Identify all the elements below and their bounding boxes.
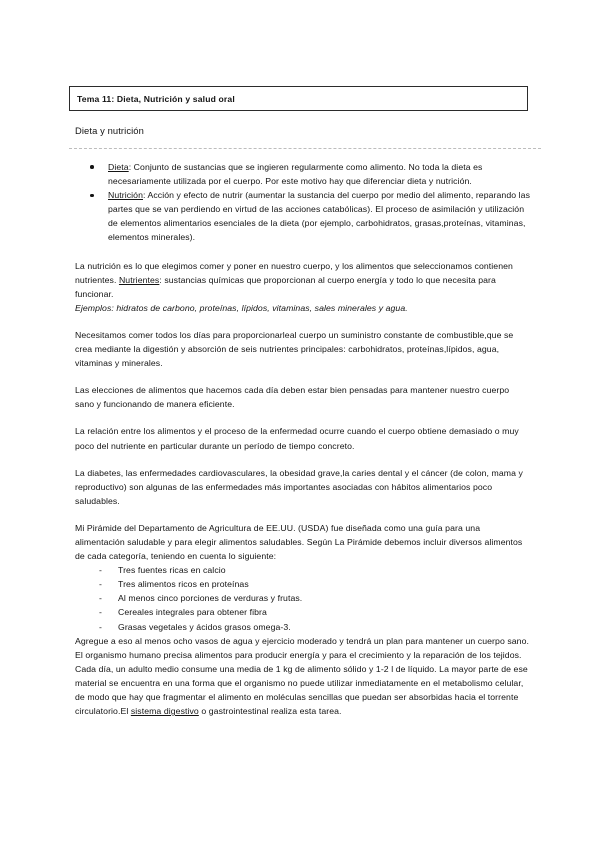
document-title-box — [69, 86, 528, 111]
paragraph-diabetes: La diabetes, las enfermedades cardiovasculares, la obesidad grave,la caries dental y el cáncer (de colon, mama y reproductivo) son algunas de las enfermedades más importantes asociadas con hábitos alimentarios poco saludables. — [75, 467, 523, 506]
spacer — [75, 370, 530, 383]
section-heading: Dieta y nutrición — [75, 125, 144, 136]
spacer — [75, 315, 530, 328]
list-item — [75, 188, 530, 244]
document-body — [75, 160, 530, 718]
spacer — [75, 508, 530, 521]
paragraph-ejemplos: Ejemplos: hidratos de carbono, proteínas, lípidos, vitaminas, sales minerales y agua. — [75, 302, 408, 313]
definition-term-nutricion: Nutrición — [108, 190, 143, 201]
paragraph-nutrientes — [75, 259, 530, 301]
definition-text-nutricion: : Acción y efecto de nutrir (aumentar la sustancia del cuerpo por medio del alimento, reparando las partes que se van perdiendo en virtud de las acciones catabólicas). El proceso de asimilación y utilización de elementos alimentarios esenciales de la dieta (por ejemplo, carbohidratos, grasas,proteínas, vitaminas, elementos minerales). — [108, 190, 530, 243]
paragraph-relacion: La relación entre los alimentos y el proceso de la enfermedad ocurre cuando el cuerpo obtiene demasiado o muy poco del nutriente en particular durante un período de tiempo concreto. — [75, 426, 519, 451]
paragraph-nutrientes-post: : sustancias químicas que proporcionan al cuerpo energía y todo lo que necesita para funcionar. — [75, 274, 496, 299]
definition-term-dieta: Dieta — [108, 162, 129, 172]
list-item: - Tres fuentes ricas en calcio — [75, 563, 530, 577]
heading-divider — [69, 148, 541, 149]
definition-text-dieta: : Conjunto de sustancias que se ingieren regularmente como alimento. No toda la dieta es necesariamente utilizada por el cuerpo. Por este motivo hay que diferenciar dieta y nutrición. — [108, 162, 483, 187]
paragraph-nutrientes-pre: La nutrición es lo que elegimos comer y poner en nuestro cuerpo, y los alimentos que seleccionamos contienen nutrientes. — [75, 260, 513, 285]
list-item: - Tres alimentos ricos en proteínas — [75, 577, 530, 591]
list-item: - Al menos cinco porciones de verduras y frutas. — [75, 591, 530, 605]
paragraph-agregue: Agregue a eso al menos ocho vasos de agua y ejercicio moderado y tendrá un plan para mantener un cuerpo sano. — [75, 635, 529, 646]
piramide-list — [75, 563, 530, 633]
paragraph-combustible: Necesitamos comer todos los días para proporcionarleal cuerpo un suministro constante de combustible,que se crea mediante la digestión y absorción de seis nutrientes principales: carbohidratos, proteínas,lípidos, agua, vitaminas y minerales. — [75, 329, 514, 369]
list-item: - Grasas vegetales y ácidos grasos omega-3. — [75, 620, 530, 634]
spacer — [75, 411, 530, 424]
spacer — [75, 245, 530, 259]
page-title: Tema 11: Dieta, Nutrición y salud oral — [77, 93, 235, 104]
paragraph-elecciones: Las elecciones de alimentos que hacemos cada día deben estar bien pensadas para mantener nuestro cuerpo sano y funcionando de manera eficiente. — [75, 385, 510, 410]
paragraph-organismo-term: sistema digestivo — [130, 706, 199, 717]
paragraph-organismo-post: o gastrointestinal realiza esta tarea. — [198, 706, 342, 717]
paragraph-piramide: Mi Pirámide del Departamento de Agricultura de EE.UU. (USDA) fue diseñada como una guía para una alimentación saludable y para elegir alimentos saludables. Según La Pirámide debemos incluir diversos alimentos de cada categoría, teniendo en cuenta lo siguiente: — [75, 522, 523, 562]
spacer — [75, 453, 530, 466]
paragraph-organismo — [75, 648, 530, 718]
paragraph-nutrientes-term: Nutrientes — [118, 274, 160, 285]
list-item: - Cereales integrales para obtener fibra — [75, 605, 530, 619]
definitions-list — [75, 160, 530, 245]
list-item — [75, 160, 530, 188]
paragraph-organismo-pre: El organismo humano precisa alimentos para producir energía y para el crecimiento y la reparación de los tejidos. Cada día, un adulto medio consume una media de 1 kg de alimento sólido y 1-2 l de líquido. La mayor parte de ese material se encuentra en una forma que el organismo no puede utilizar inmediatamente en el metabolismo celular, de modo que hay que fragmentar el alimento en moléculas sencillas que puedan ser absorbidas hacia el torrente circulatorio.El — [75, 649, 528, 717]
